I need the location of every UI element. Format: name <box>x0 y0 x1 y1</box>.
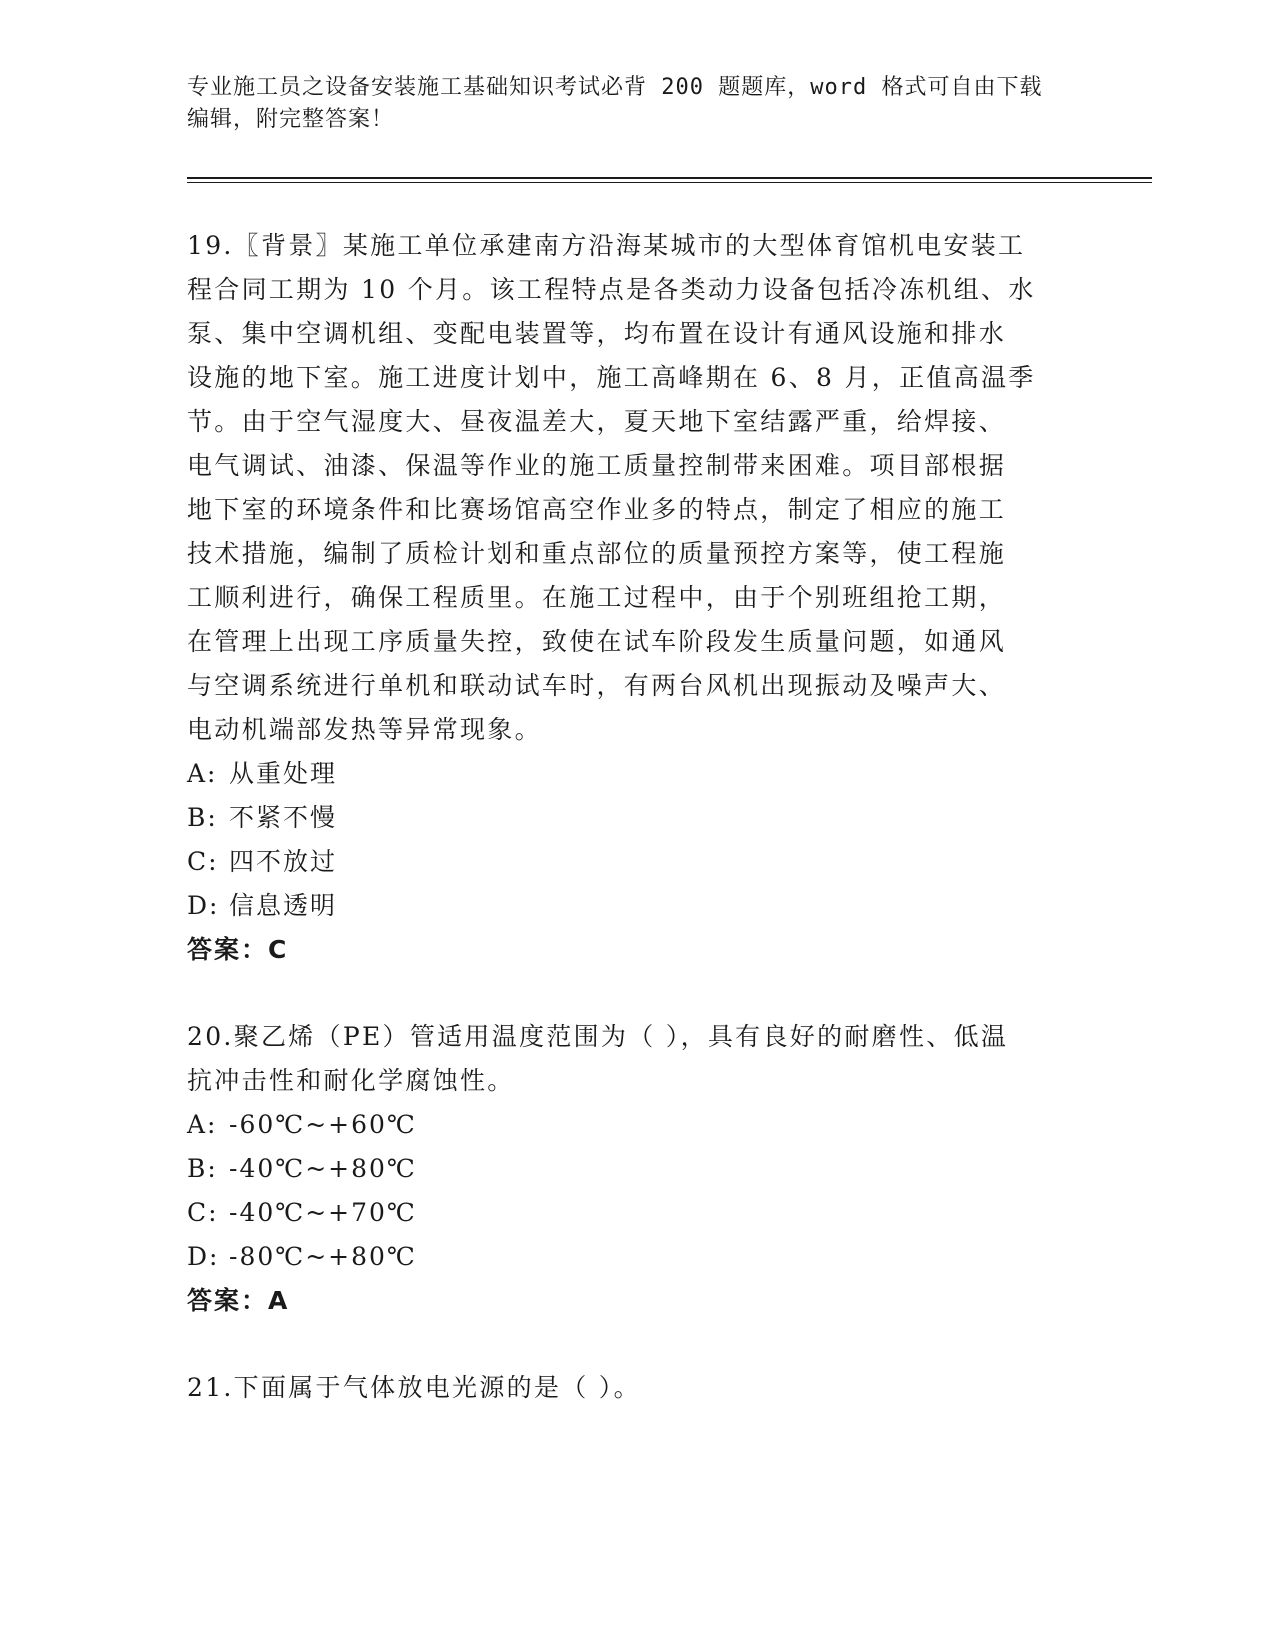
question-21-line: 21.下面属于气体放电光源的是（ ）。 <box>187 1373 641 1402</box>
option-key: B: <box>187 1154 218 1183</box>
question-19-line: 设施的地下室。施工进度计划中，施工高峰期在 6、8 月，正值高温季 <box>187 363 1036 392</box>
question-19-line: 技术措施，编制了质检计划和重点部位的质量预控方案等，使工程施 <box>187 539 1007 568</box>
question-20-option-c <box>187 1190 417 1236</box>
option-text: -60℃~+60℃ <box>229 1110 417 1139</box>
option-key: A: <box>187 1110 218 1139</box>
question-19-option-b <box>187 795 337 841</box>
question-19-line: 电动机端部发热等异常现象。 <box>187 715 542 744</box>
option-key: D: <box>187 891 220 920</box>
question-19-line: 工顺利进行，确保工程质里。在施工过程中，由于个别班组抢工期， <box>187 583 1007 612</box>
option-key: A: <box>187 759 218 788</box>
option-text: -40℃~+80℃ <box>229 1154 417 1183</box>
option-text: -40℃~+70℃ <box>229 1198 417 1227</box>
question-20-line: 抗冲击性和耐化学腐蚀性。 <box>187 1066 515 1095</box>
option-text: 四不放过 <box>229 847 338 876</box>
question-19-line: 19.〖背景〗某施工单位承建南方沿海某城市的大型体育馆机电安装工 <box>187 231 1026 260</box>
question-19-line: 地下室的环境条件和比赛场馆高空作业多的特点，制定了相应的施工 <box>187 495 1007 524</box>
question-20-option-a <box>187 1102 417 1148</box>
question-19-line: 在管理上出现工序质量失控，致使在试车阶段发生质量问题，如通风 <box>187 627 1007 656</box>
question-19-option-d <box>187 883 337 929</box>
option-text: 不紧不慢 <box>229 803 338 832</box>
question-19-option-c <box>187 839 337 885</box>
question-20-option-b <box>187 1146 417 1192</box>
question-19-line: 节。由于空气湿度大、昼夜温差大，夏天地下室结露严重，给焊接、 <box>187 407 1007 436</box>
option-key: B: <box>187 803 218 832</box>
header-title-line-1: 专业施工员之设备安装施工基础知识考试必背 200 题题库，word 格式可自由下载 <box>187 75 1043 100</box>
question-20-answer: 答案：A <box>187 1286 290 1315</box>
option-text: -80℃~+80℃ <box>229 1242 417 1271</box>
option-key: C: <box>187 1198 219 1227</box>
header-title-line-2: 编辑，附完整答案！ <box>187 107 395 132</box>
document-header <box>187 72 1087 136</box>
option-key: C: <box>187 847 219 876</box>
question-19-line: 泵、集中空调机组、变配电装置等，均布置在设计有通风设施和排水 <box>187 319 1007 348</box>
header-divider-thin <box>187 182 1152 183</box>
question-20-line: 20.聚乙烯（PE）管适用温度范围为（ ），具有良好的耐磨性、低温 <box>187 1022 1009 1051</box>
question-19-answer: 答案：C <box>187 935 289 964</box>
question-19-option-a <box>187 751 337 797</box>
question-19-line: 与空调系统进行单机和联动试车时，有两台风机出现振动及噪声大、 <box>187 671 1007 700</box>
question-19-line: 电气调试、油漆、保温等作业的施工质量控制带来困难。项目部根据 <box>187 451 1007 480</box>
option-key: D: <box>187 1242 220 1271</box>
question-19-line: 程合同工期为 10 个月。该工程特点是各类动力设备包括冷冻机组、水 <box>187 275 1036 304</box>
option-text: 从重处理 <box>229 759 338 788</box>
option-text: 信息透明 <box>229 891 338 920</box>
header-divider-thick <box>187 177 1152 179</box>
question-20-option-d <box>187 1234 417 1280</box>
